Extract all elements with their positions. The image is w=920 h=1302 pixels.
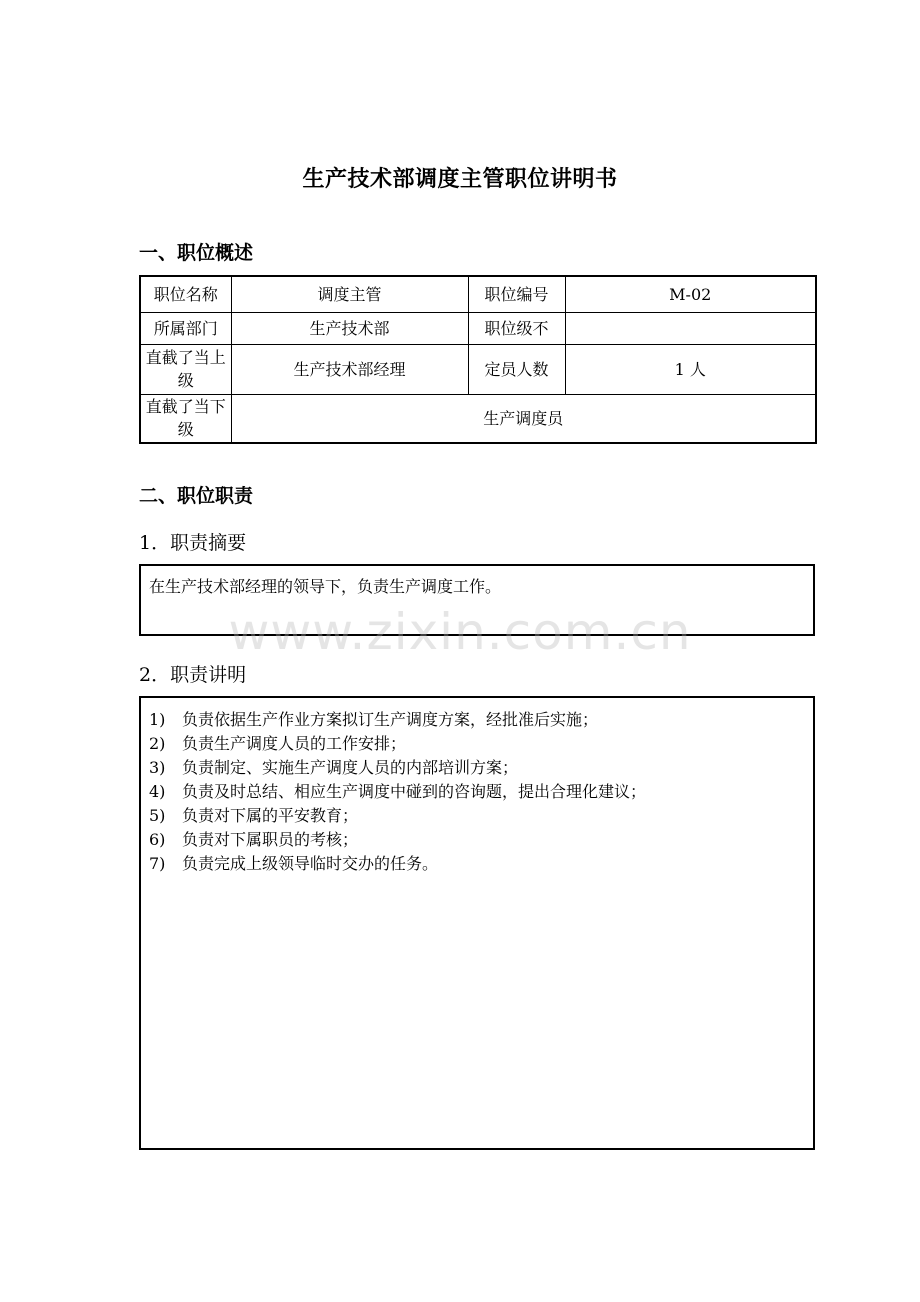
value-headcount: 1 人 (565, 344, 816, 394)
value-department: 生产技术部 (231, 312, 468, 344)
item-text: 负责对下属的平安教育； (182, 806, 359, 825)
label-headcount: 定员人数 (468, 344, 565, 394)
list-item (149, 708, 646, 732)
document-title: 生产技术部调度主管职位讲明书 (302, 167, 618, 192)
label-position-level: 职位级不 (468, 312, 565, 344)
item-number: 5) (149, 806, 166, 825)
duty-summary-text: 在生产技术部经理的领导下，负责生产调度工作。 (149, 577, 502, 596)
label-department: 所属部门 (140, 312, 231, 344)
item-text: 负责制定、实施生产调度人员的内部培训方案； (182, 758, 519, 777)
section-heading-overview: 一、职位概述 (139, 242, 254, 264)
item-number: 7) (149, 854, 166, 873)
table-row (140, 276, 816, 312)
item-number: 3) (149, 758, 166, 777)
item-number: 2) (149, 734, 166, 753)
table-row (140, 312, 816, 344)
table-row (140, 394, 816, 443)
list-item (149, 852, 646, 876)
watermark: www.zixin.com.cn (228, 603, 692, 661)
item-text: 负责依据生产作业方案拟订生产调度方案，经批准后实施； (182, 710, 599, 729)
list-item (149, 780, 646, 804)
subheading-duty-summary: 1．职责摘要 (139, 532, 247, 554)
position-overview-table (139, 275, 817, 444)
value-direct-subordinate: 生产调度员 (231, 394, 816, 443)
label-position-code: 职位编号 (468, 276, 565, 312)
item-number: 1) (149, 710, 166, 729)
value-position-code: M-02 (565, 276, 816, 312)
value-direct-superior: 生产技术部经理 (231, 344, 468, 394)
label-direct-superior: 直截了当上级 (140, 344, 231, 394)
table-row (140, 344, 816, 394)
value-position-level (565, 312, 816, 344)
section-heading-duties: 二、职位职责 (139, 485, 254, 507)
label-position-name: 职位名称 (140, 276, 231, 312)
duty-details-box (139, 696, 815, 1150)
value-position-name: 调度主管 (231, 276, 468, 312)
item-number: 4) (149, 782, 166, 801)
item-text: 负责对下属职员的考核； (182, 830, 359, 849)
list-item (149, 756, 646, 780)
label-direct-subordinate: 直截了当下级 (140, 394, 231, 443)
item-number: 6) (149, 830, 166, 849)
list-item (149, 804, 646, 828)
item-text: 负责及时总结、相应生产调度中碰到的咨询题，提出合理化建议； (182, 782, 647, 801)
item-text: 负责完成上级领导临时交办的任务。 (182, 854, 439, 873)
duty-list (149, 708, 646, 876)
item-text: 负责生产调度人员的工作安排； (182, 734, 407, 753)
list-item (149, 732, 646, 756)
subheading-duty-details: 2．职责讲明 (139, 664, 247, 686)
list-item (149, 828, 646, 852)
